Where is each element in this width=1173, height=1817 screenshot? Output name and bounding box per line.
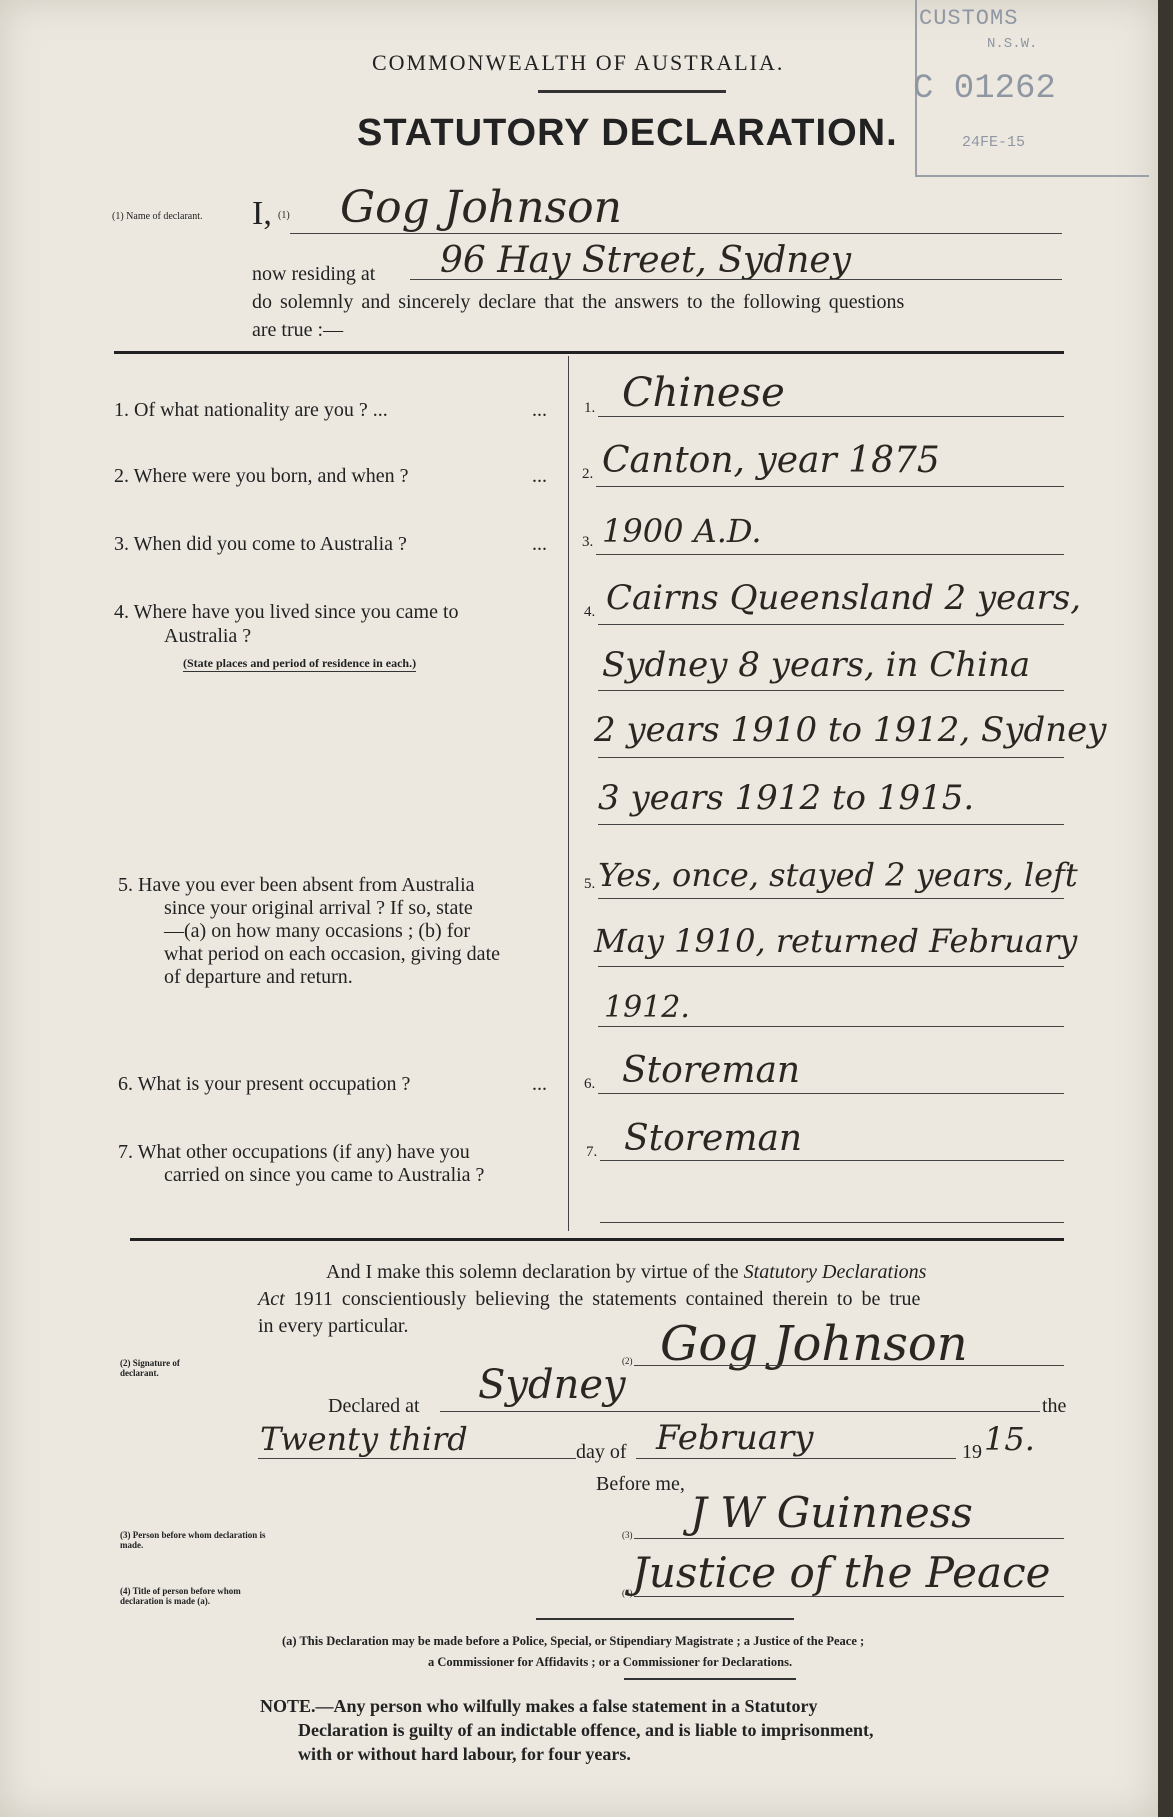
answer-4-line3: 2 years 1910 to 1912, Sydney: [594, 710, 1107, 750]
stamp-line1: CUSTOMS: [919, 6, 1019, 31]
person-line: [634, 1538, 1064, 1539]
question-4-note: (State places and period of residence in each.): [183, 656, 417, 670]
answer-4-line2: Sydney 8 years, in China: [602, 645, 1031, 685]
stamp-number: C 01262: [913, 70, 1056, 108]
commonwealth-heading: COMMONWEALTH OF AUSTRALIA.: [372, 50, 785, 75]
person-signature: J W Guinness: [690, 1488, 973, 1537]
answer-4-num: 4.: [584, 604, 596, 620]
answer-5-line3: 1912.: [604, 990, 690, 1025]
answer-7-line-b: [600, 1222, 1064, 1223]
question-6: 6. What is your present occupation ?: [118, 1073, 411, 1095]
answer-2: Canton, year 1875: [602, 440, 940, 481]
answer-4-line1: Cairns Queensland 2 years,: [606, 578, 1082, 618]
answer-2-line: [596, 486, 1064, 487]
answer-5-num: 5.: [584, 876, 596, 892]
answer-3: 1900 A.D.: [602, 512, 762, 550]
month-line: [636, 1458, 956, 1459]
answer-3-num: 3.: [582, 534, 594, 550]
note-line3: with or without hard labour, for four years.: [298, 1744, 631, 1764]
question-5-cont4: of departure and return.: [164, 966, 353, 988]
month-value: February: [656, 1418, 814, 1458]
question-6-dots: ...: [532, 1073, 547, 1095]
answer-6-num: 6.: [584, 1076, 596, 1092]
answer-4-line-c: [598, 757, 1064, 758]
column-divider: [568, 356, 569, 1231]
solemn-line1: [326, 1260, 926, 1284]
the-label: the: [1042, 1395, 1067, 1417]
declare-text-2: are true :—: [252, 319, 344, 341]
answer-6: Storeman: [622, 1050, 801, 1091]
question-7-cont: carried on since you came to Australia ?: [164, 1164, 485, 1186]
question-3-dots: ...: [532, 533, 547, 555]
bottom-divider: [130, 1238, 1064, 1241]
solemn-line2-a: Act: [258, 1288, 285, 1310]
address-line: [410, 279, 1062, 280]
ref-4: (4): [622, 1588, 633, 1598]
header-rule: [538, 90, 726, 93]
answer-1-line: [598, 416, 1064, 417]
question-4: 4. Where have you lived since you came to: [114, 601, 459, 623]
footnote-rule: [536, 1618, 794, 1620]
margin-note-name: (1) Name of declarant.: [112, 211, 203, 222]
page-title: STATUTORY DECLARATION.: [357, 112, 898, 154]
question-2: 2. Where were you born, and when ?: [114, 465, 409, 487]
declared-place: Sydney: [478, 1362, 626, 1408]
question-5-cont2: —(a) on how many occasions ; (b) for: [164, 920, 471, 942]
day-value: Twenty third: [260, 1420, 468, 1458]
i-prefix: I,: [252, 195, 272, 232]
answer-4-line-d: [598, 824, 1064, 825]
signature-line: [634, 1365, 1064, 1366]
question-5: 5. Have you ever been absent from Australia: [118, 874, 475, 896]
note-rule: [624, 1678, 796, 1680]
question-1: 1. Of what nationality are you ? ...: [114, 399, 388, 421]
answer-7-num: 7.: [586, 1144, 598, 1160]
title-line: [634, 1596, 1064, 1597]
day-of-label: day of: [576, 1441, 627, 1463]
customs-stamp: [915, 0, 1149, 177]
top-divider: [114, 351, 1064, 354]
question-1-dots: ...: [532, 399, 547, 421]
ref-1: (1): [278, 210, 290, 221]
question-4-cont: Australia ?: [164, 625, 252, 647]
answer-5-line-c: [598, 1026, 1064, 1027]
answer-5-line-b: [598, 966, 1064, 967]
note-line2: Declaration is guilty of an indictable offence, and is liable to imprisonment,: [298, 1720, 874, 1740]
declared-at-label: Declared at: [328, 1395, 420, 1417]
stamp-date: 24FE-15: [962, 134, 1026, 151]
answer-5-line2: May 1910, returned February: [594, 922, 1078, 960]
signature-value: Gog Johnson: [660, 1316, 968, 1372]
ref-2: (2): [622, 1356, 633, 1366]
answer-5-line1: Yes, once, stayed 2 years, left: [598, 856, 1078, 894]
answer-2-num: 2.: [582, 466, 594, 482]
answer-6-line: [598, 1093, 1064, 1094]
year-prefix: 19: [962, 1441, 982, 1463]
answer-7: Storeman: [624, 1118, 803, 1159]
footnote-line2: a Commissioner for Affidavits ; or a Commissioner for Declarations.: [428, 1655, 793, 1669]
solemn-line1-b: Statutory Declarations: [743, 1261, 927, 1283]
solemn-line3: in every particular.: [258, 1315, 409, 1337]
declared-line: [440, 1411, 1040, 1412]
answer-4-line-a: [598, 624, 1064, 625]
margin-note-person: (3) Person before whom declaration is made.: [120, 1530, 266, 1550]
question-7: 7. What other occupations (if any) have you: [118, 1141, 470, 1163]
year-suffix: 15.: [984, 1420, 1035, 1458]
declare-text: do solemnly and sincerely declare that the answers to the following questions: [252, 291, 905, 313]
before-me-label: Before me,: [596, 1473, 685, 1495]
solemn-line2-b: 1911 conscientiously believing the statements contained therein to be true: [284, 1288, 921, 1310]
solemn-line2: [258, 1287, 920, 1311]
residing-label: now residing at: [252, 263, 376, 285]
margin-note-signature: (2) Signature of declarant.: [120, 1358, 180, 1378]
margin-note-title: (4) Title of person before whom declaration is made (a).: [120, 1586, 241, 1606]
day-line: [258, 1458, 576, 1459]
question-3: 3. When did you come to Australia ?: [114, 533, 407, 555]
note-line1: NOTE.—Any person who wilfully makes a false statement in a Statutory: [260, 1696, 818, 1716]
answer-5-line-a: [598, 898, 1064, 899]
answer-1: Chinese: [622, 370, 785, 416]
address-value: 96 Hay Street, Sydney: [440, 240, 852, 281]
name-line: [290, 233, 1062, 234]
answer-4-line-b: [598, 690, 1064, 691]
answer-4-line4: 3 years 1912 to 1915.: [598, 778, 975, 818]
question-5-cont3: what period on each occasion, giving date: [164, 943, 500, 965]
answer-7-line-a: [600, 1160, 1064, 1161]
footnote-line1: (a) This Declaration may be made before a Police, Special, or Stipendiary Magistrate ; a Justice of the Peace ;: [282, 1634, 865, 1648]
stamp-line2: N.S.W.: [987, 36, 1038, 52]
answer-1-num: 1.: [584, 400, 596, 416]
question-2-dots: ...: [532, 465, 547, 487]
title-value: Justice of the Peace: [632, 1548, 1051, 1597]
ref-3: (3): [622, 1530, 633, 1540]
answer-3-line: [596, 554, 1064, 555]
solemn-line1-a: And I make this solemn declaration by virtue of the: [326, 1261, 744, 1283]
declarant-name: Gog Johnson: [340, 182, 623, 233]
question-5-cont1: since your original arrival ? If so, state: [164, 897, 473, 919]
